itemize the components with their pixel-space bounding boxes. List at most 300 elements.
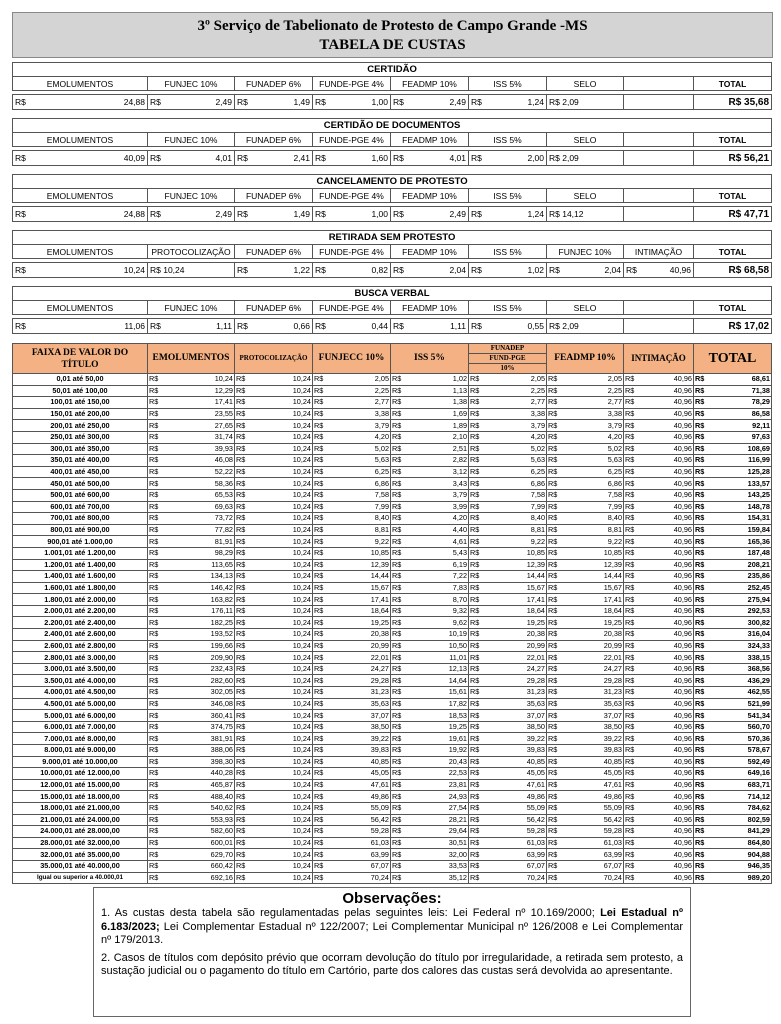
amount: 521,99	[747, 698, 770, 708]
table-row	[13, 710, 772, 722]
amount: 67,07	[526, 861, 545, 871]
table-row	[13, 802, 772, 814]
currency-symbol: R$	[470, 617, 480, 627]
amount-cell	[547, 721, 624, 733]
amount-cell	[694, 431, 772, 443]
currency-symbol: R$	[470, 698, 480, 708]
amount-cell	[694, 478, 772, 490]
amount: 10,24	[292, 582, 311, 592]
section-value-cell	[235, 319, 313, 334]
table-row	[13, 860, 772, 872]
amount: 45,05	[526, 768, 545, 778]
range-cell: 250,01 até 300,00	[13, 431, 148, 443]
currency-symbol: R$	[392, 698, 402, 708]
currency-symbol: R$	[314, 768, 324, 778]
amount: 10,24	[292, 374, 311, 384]
section-value-cell: R$ 35,68	[694, 95, 772, 110]
amount-cell	[235, 513, 313, 525]
table-row	[13, 629, 772, 641]
table-row	[13, 791, 772, 803]
amount-cell	[624, 501, 694, 513]
amount-cell	[235, 872, 313, 884]
amount-cell	[313, 455, 391, 467]
amount-cell	[313, 687, 391, 699]
currency-symbol: R$	[314, 490, 324, 500]
amount-cell	[547, 524, 624, 536]
currency-symbol: R$	[548, 629, 558, 639]
table-row	[13, 443, 772, 455]
amount-cell	[694, 849, 772, 861]
currency-symbol: R$	[625, 420, 635, 430]
currency-symbol: R$	[236, 467, 246, 477]
amount-cell	[624, 802, 694, 814]
currency-symbol: R$	[695, 756, 705, 766]
amount: 10,24	[292, 756, 311, 766]
currency-symbol: R$	[470, 652, 480, 662]
amount: 802,59	[747, 814, 770, 824]
section-table	[12, 286, 772, 334]
amount: 368,56	[747, 664, 770, 674]
range-cell: 350,01 até 400,00	[13, 455, 148, 467]
amount-cell	[469, 629, 547, 641]
amount: 19,25	[370, 617, 389, 627]
currency-symbol: R$	[392, 722, 402, 732]
amount: 65,53	[214, 490, 233, 500]
amount: 40,96	[673, 733, 692, 743]
currency-symbol: R$	[392, 814, 402, 824]
amount: 40,96	[673, 640, 692, 650]
amount-cell	[391, 547, 469, 559]
amount: 9,22	[530, 536, 545, 546]
currency-symbol: R$	[314, 409, 324, 419]
table-row	[13, 745, 772, 757]
currency-symbol: R$	[625, 409, 635, 419]
amount-cell	[235, 733, 313, 745]
section-column-header: FUNJEC 10%	[148, 77, 235, 91]
header-emolumentos: EMOLUMENTOS	[148, 344, 235, 374]
table-row	[13, 536, 772, 548]
amount-cell	[313, 466, 391, 478]
currency-symbol: R$	[314, 640, 324, 650]
table-row	[13, 663, 772, 675]
amount-cell	[624, 489, 694, 501]
amount-cell	[694, 837, 772, 849]
currency-symbol: R$	[470, 768, 480, 778]
amount: 73,72	[214, 513, 233, 523]
currency-symbol: R$	[695, 455, 705, 465]
table-row	[13, 617, 772, 629]
amount: 15,67	[526, 582, 545, 592]
amount: 10,24	[292, 548, 311, 558]
currency-symbol: R$	[392, 780, 402, 790]
amount: 465,87	[210, 780, 233, 790]
amount: 47,61	[603, 780, 622, 790]
amount-cell	[624, 536, 694, 548]
amount: 24,27	[526, 664, 545, 674]
amount-cell	[235, 431, 313, 443]
amount-cell	[148, 698, 235, 710]
currency-symbol: R$	[392, 385, 402, 395]
amount: 39,93	[214, 443, 233, 453]
range-cell: 200,01 até 250,00	[13, 420, 148, 432]
currency-symbol: R$	[236, 548, 246, 558]
currency-symbol: R$	[548, 548, 558, 558]
amount-cell	[694, 721, 772, 733]
amount-cell	[235, 826, 313, 838]
section-column-header: FUNDE-PGE 4%	[313, 189, 391, 203]
amount: 9,22	[374, 536, 389, 546]
amount-cell	[694, 594, 772, 606]
currency-symbol: R$	[470, 756, 480, 766]
amount: 31,23	[526, 687, 545, 697]
currency-symbol: R$	[149, 571, 159, 581]
currency-symbol: R$	[548, 594, 558, 604]
currency-symbol: R$	[625, 664, 635, 674]
amount: 10,24	[292, 733, 311, 743]
section-column-header: ISS 5%	[469, 301, 547, 315]
amount: 683,71	[747, 780, 770, 790]
amount-cell	[391, 756, 469, 768]
amount: 3,79	[607, 420, 622, 430]
amount-cell	[624, 431, 694, 443]
amount-cell	[235, 408, 313, 420]
amount: 10,24	[292, 525, 311, 535]
amount: 19,61	[448, 733, 467, 743]
amount: 40,96	[673, 548, 692, 558]
amount: 864,80	[747, 838, 770, 848]
amount-cell	[313, 663, 391, 675]
currency-symbol: R$	[392, 733, 402, 743]
amount: 10,24	[292, 780, 311, 790]
currency-symbol: R$	[695, 722, 705, 732]
office-name: 3º Serviço de Tabelionato de Protesto de Campo Grande -MS	[197, 18, 588, 34]
amount: 40,96	[673, 571, 692, 581]
amount: 165,36	[747, 536, 770, 546]
currency-symbol: R$	[392, 571, 402, 581]
range-cell: 300,01 até 350,00	[13, 443, 148, 455]
amount-cell	[624, 652, 694, 664]
amount-cell	[148, 408, 235, 420]
currency-symbol: R$	[149, 478, 159, 488]
currency-symbol: R$	[392, 675, 402, 685]
table-row	[13, 420, 772, 432]
currency-symbol: R$	[236, 629, 246, 639]
amount-cell	[469, 547, 547, 559]
currency-symbol: R$	[392, 409, 402, 419]
amount-cell	[694, 420, 772, 432]
currency-symbol: R$	[695, 617, 705, 627]
currency-symbol: R$	[15, 153, 26, 163]
amount-cell	[547, 374, 624, 386]
currency-symbol: R$	[548, 559, 558, 569]
range-cell: 32.000,01 até 35.000,00	[13, 849, 148, 861]
amount: 10,24	[292, 791, 311, 801]
amount-cell	[148, 791, 235, 803]
amount: 3,79	[530, 420, 545, 430]
table-row	[13, 397, 772, 409]
currency-symbol: R$	[470, 791, 480, 801]
amount-cell	[313, 594, 391, 606]
currency-symbol: R$	[625, 525, 635, 535]
currency-symbol: R$	[392, 582, 402, 592]
section-column-header: ISS 5%	[469, 245, 547, 259]
amount: 692,16	[210, 872, 233, 882]
currency-symbol: R$	[695, 652, 705, 662]
amount-cell	[624, 559, 694, 571]
amount-cell	[469, 489, 547, 501]
amount-cell	[148, 594, 235, 606]
range-cell: 9.000,01 até 10.000,00	[13, 756, 148, 768]
amount: 49,86	[526, 791, 545, 801]
currency-symbol: R$	[695, 640, 705, 650]
currency-symbol: R$	[625, 733, 635, 743]
currency-symbol: R$	[470, 478, 480, 488]
amount-cell	[391, 872, 469, 884]
amount-cell	[469, 826, 547, 838]
table-row	[13, 872, 772, 884]
table-row	[13, 478, 772, 490]
amount-cell	[469, 582, 547, 594]
currency-symbol: R$	[15, 265, 26, 275]
section-column-header: TOTAL	[694, 245, 772, 259]
currency-symbol: R$	[695, 385, 705, 395]
currency-symbol: R$	[695, 501, 705, 511]
amount: 67,07	[603, 861, 622, 871]
currency-symbol: R$	[625, 548, 635, 558]
currency-symbol: R$	[314, 872, 324, 882]
amount: 61,03	[370, 838, 389, 848]
amount: 10,24	[292, 559, 311, 569]
currency-symbol: R$	[695, 478, 705, 488]
currency-symbol: R$	[149, 409, 159, 419]
section-table	[12, 62, 772, 110]
amount-cell	[694, 374, 772, 386]
amount: 40,96	[673, 872, 692, 882]
amount-cell	[313, 710, 391, 722]
amount-cell	[624, 385, 694, 397]
amount-cell	[391, 802, 469, 814]
amount-cell	[148, 687, 235, 699]
currency-symbol: R$	[470, 571, 480, 581]
currency-symbol: R$	[548, 409, 558, 419]
section-value-cell	[391, 319, 469, 334]
currency-symbol: R$	[236, 443, 246, 453]
amount-cell	[469, 513, 547, 525]
amount: 133,57	[747, 478, 770, 488]
amount: 2,04	[604, 265, 621, 275]
currency-symbol: R$	[149, 606, 159, 616]
amount: 714,12	[747, 791, 770, 801]
currency-symbol: R$	[392, 490, 402, 500]
amount: 40,96	[673, 826, 692, 836]
section-title: CERTIDÃO	[13, 63, 772, 77]
section-value-cell	[469, 95, 547, 110]
amount: 70,24	[603, 872, 622, 882]
amount-cell	[547, 605, 624, 617]
currency-symbol: R$	[625, 849, 635, 859]
amount: 2,49	[449, 209, 466, 219]
currency-symbol: R$	[625, 559, 635, 569]
currency-symbol: R$	[695, 838, 705, 848]
section-column-header: SELO	[547, 77, 624, 91]
amount: 10,24	[292, 629, 311, 639]
currency-symbol: R$	[15, 97, 26, 107]
amount: 208,21	[747, 559, 770, 569]
currency-symbol: R$	[314, 803, 324, 813]
currency-symbol: R$	[548, 617, 558, 627]
amount: 232,43	[210, 664, 233, 674]
amount-cell	[469, 524, 547, 536]
currency-symbol: R$	[314, 420, 324, 430]
amount-cell	[313, 768, 391, 780]
section-column-header: FEADMP 10%	[391, 77, 469, 91]
section-value-cell: R$ 56,21	[694, 151, 772, 166]
range-cell: 1.600,01 até 1.800,00	[13, 582, 148, 594]
currency-symbol: R$	[625, 722, 635, 732]
amount-cell	[148, 443, 235, 455]
range-cell: 4.000,01 até 4.500,00	[13, 687, 148, 699]
amount: 40,96	[673, 397, 692, 407]
amount-cell	[391, 687, 469, 699]
amount: 17,41	[603, 594, 622, 604]
amount-cell	[547, 501, 624, 513]
amount-cell	[624, 698, 694, 710]
amount-cell	[624, 733, 694, 745]
currency-symbol: R$	[695, 571, 705, 581]
currency-symbol: R$	[625, 536, 635, 546]
amount: 6,86	[607, 478, 622, 488]
range-cell: 35.000,01 até 40.000,00	[13, 860, 148, 872]
section-value-cell	[547, 263, 624, 278]
currency-symbol: R$	[625, 791, 635, 801]
amount: 108,69	[747, 443, 770, 453]
amount: 2,49	[449, 97, 466, 107]
amount: 40,96	[673, 861, 692, 871]
section-value-cell	[624, 95, 694, 110]
table-row	[13, 826, 772, 838]
amount: 63,99	[526, 849, 545, 859]
amount-cell	[624, 408, 694, 420]
currency-symbol: R$	[314, 374, 324, 384]
currency-symbol: R$	[548, 467, 558, 477]
currency-symbol: R$	[236, 536, 246, 546]
amount-cell	[313, 814, 391, 826]
currency-symbol: R$	[314, 698, 324, 708]
amount: 5,63	[374, 455, 389, 465]
currency-symbol: R$	[392, 397, 402, 407]
currency-symbol: R$	[695, 826, 705, 836]
amount-cell	[547, 733, 624, 745]
currency-symbol: R$	[150, 97, 161, 107]
amount: 2,05	[607, 374, 622, 384]
currency-symbol: R$	[695, 409, 705, 419]
section-value-cell	[13, 151, 148, 166]
amount: 841,29	[747, 826, 770, 836]
amount: 19,25	[603, 617, 622, 627]
amount-cell	[547, 559, 624, 571]
range-cell: 6.000,01 até 7.000,00	[13, 721, 148, 733]
table-row	[13, 652, 772, 664]
amount-cell	[694, 733, 772, 745]
amount-cell	[624, 582, 694, 594]
currency-symbol: R$	[695, 664, 705, 674]
amount-cell	[313, 849, 391, 861]
amount-cell	[235, 443, 313, 455]
currency-symbol: R$	[149, 490, 159, 500]
amount-cell	[547, 420, 624, 432]
amount: 6,25	[530, 467, 545, 477]
amount: 27,65	[214, 420, 233, 430]
amount-cell	[313, 802, 391, 814]
amount-cell	[624, 663, 694, 675]
amount: 8,70	[452, 594, 467, 604]
currency-symbol: R$	[470, 490, 480, 500]
currency-symbol: R$	[149, 559, 159, 569]
currency-symbol: R$	[149, 803, 159, 813]
range-cell: 2.600,01 até 2.800,00	[13, 640, 148, 652]
amount: 27,54	[448, 803, 467, 813]
amount: 14,44	[603, 571, 622, 581]
header-iss: ISS 5%	[391, 344, 469, 374]
currency-symbol: R$	[695, 629, 705, 639]
amount-cell	[148, 872, 235, 884]
amount: 6,86	[530, 478, 545, 488]
amount-cell	[148, 466, 235, 478]
amount: 187,48	[747, 548, 770, 558]
table-row	[13, 408, 772, 420]
amount-cell	[547, 571, 624, 583]
amount: 40,85	[370, 756, 389, 766]
amount-cell	[148, 431, 235, 443]
currency-symbol: R$	[314, 733, 324, 743]
currency-symbol: R$	[314, 559, 324, 569]
currency-symbol: R$	[470, 594, 480, 604]
currency-symbol: R$	[314, 780, 324, 790]
amount-cell	[391, 559, 469, 571]
amount-cell	[391, 501, 469, 513]
header-fund-pge: FUND-PGE	[469, 354, 547, 364]
amount-cell	[547, 489, 624, 501]
amount-cell	[694, 675, 772, 687]
amount-cell	[469, 571, 547, 583]
currency-symbol: R$	[314, 606, 324, 616]
amount: 374,75	[210, 722, 233, 732]
currency-symbol: R$	[548, 652, 558, 662]
currency-symbol: R$	[548, 536, 558, 546]
currency-symbol: R$	[470, 803, 480, 813]
amount: 10,24	[292, 640, 311, 650]
currency-symbol: R$	[392, 838, 402, 848]
currency-symbol: R$	[470, 455, 480, 465]
currency-symbol: R$	[236, 722, 246, 732]
amount: 40,96	[673, 629, 692, 639]
amount: 436,29	[747, 675, 770, 685]
amount-cell	[313, 420, 391, 432]
amount-cell	[235, 571, 313, 583]
amount-cell	[235, 814, 313, 826]
amount: 1,02	[527, 265, 544, 275]
amount-cell	[235, 582, 313, 594]
fee-range-table	[12, 343, 772, 884]
currency-symbol: R$	[695, 861, 705, 871]
amount-cell	[313, 745, 391, 757]
currency-symbol: R$	[695, 536, 705, 546]
amount: 20,99	[526, 640, 545, 650]
currency-symbol: R$	[548, 490, 558, 500]
currency-symbol: R$	[149, 652, 159, 662]
amount-cell	[469, 802, 547, 814]
amount: 388,06	[210, 745, 233, 755]
